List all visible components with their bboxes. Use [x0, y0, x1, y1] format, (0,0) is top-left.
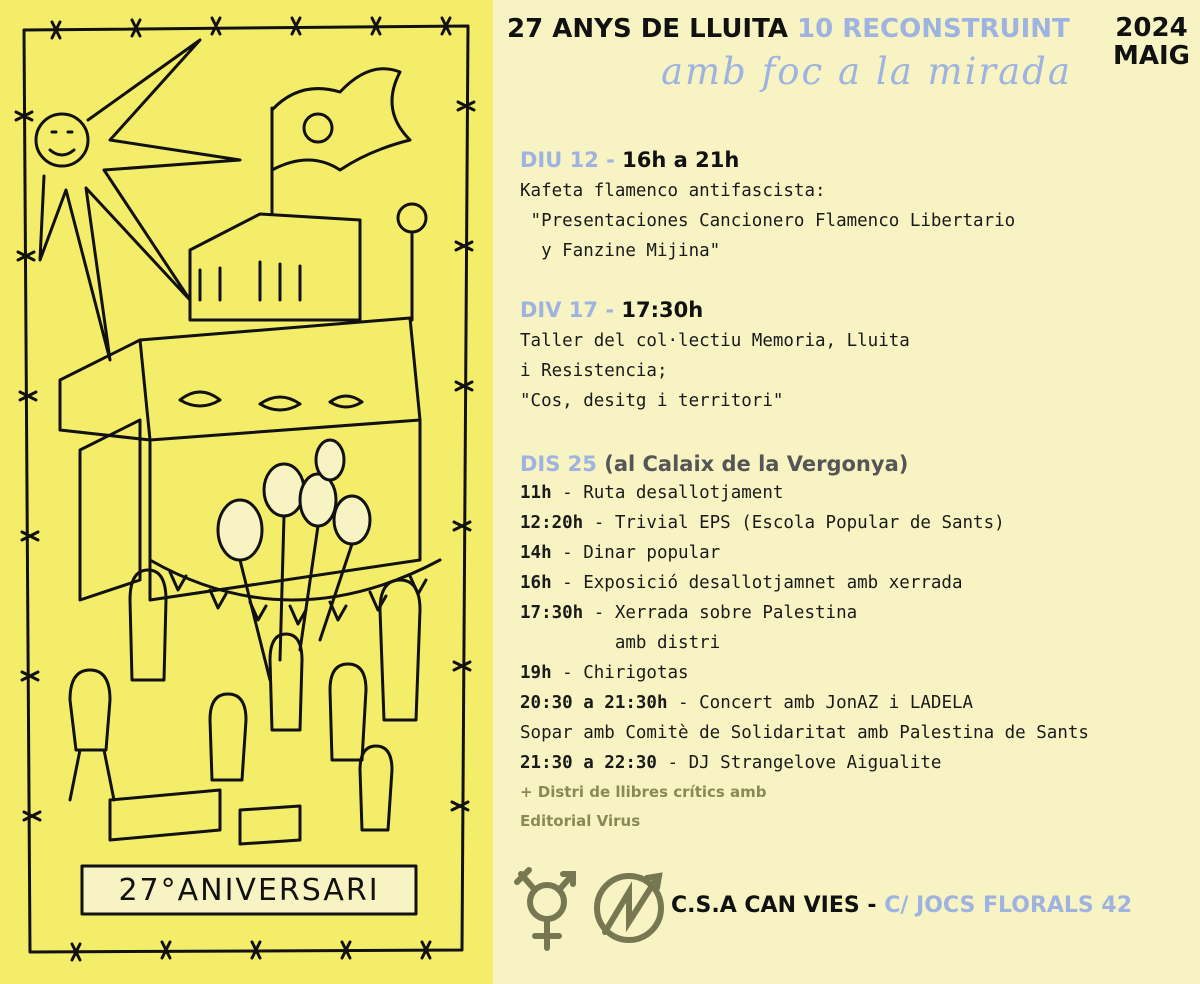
venue-address: C/ JOCS FLORALS 42 — [884, 893, 1133, 918]
illustration — [0, 0, 493, 984]
schedule-item — [520, 478, 1089, 508]
event-diu12 — [520, 148, 1015, 266]
event-place: (al Calaix de la Vergonya) — [604, 452, 909, 476]
event-dis25 — [520, 452, 1089, 836]
venue-line — [671, 893, 1132, 918]
event-info-panel — [493, 0, 1200, 984]
schedule-time: 19h — [520, 663, 552, 683]
book-distri-note: + Distri de llibres crítics amb — [520, 783, 767, 801]
schedule-item — [520, 748, 1089, 778]
event-day-label: DIU 12 - — [520, 148, 615, 172]
schedule-time: 20:30 a 21:30h — [520, 693, 668, 713]
event-time: 16h a 21h — [622, 148, 740, 172]
illustration-panel — [0, 0, 493, 984]
okupa-symbol-icon — [597, 876, 661, 940]
schedule-text: Sopar amb Comitè de Solidaritat amb Palestina de Sants — [520, 723, 1089, 743]
schedule-time: 16h — [520, 573, 552, 593]
footer-icons — [507, 856, 677, 960]
header-title — [507, 14, 1070, 44]
event-line: Taller del col·lectiu Memoria, Lluita — [520, 331, 910, 351]
anniversary-caption: 27°ANIVERSARI — [118, 872, 380, 908]
schedule-time: 14h — [520, 543, 552, 563]
schedule-text: - Concert amb JonAZ i LADELA — [667, 693, 974, 713]
schedule-item — [520, 568, 1089, 598]
schedule-item — [520, 598, 1089, 628]
event-date — [520, 298, 910, 322]
publisher-note: Editorial Virus — [520, 812, 641, 830]
schedule-item — [520, 688, 1089, 718]
event-time: 17:30h — [621, 298, 704, 322]
schedule-text: - DJ Strangelove Aigualite — [656, 753, 942, 773]
venue-name: C.S.A CAN VIES - — [671, 893, 877, 918]
header-tagline: amb foc a la mirada — [661, 50, 1072, 93]
gender-symbol-icon — [517, 870, 573, 948]
event-line: Kafeta flamenco antifascista: — [520, 181, 826, 201]
event-div17 — [520, 298, 910, 416]
event-line: y Fanzine Mijina" — [520, 241, 721, 261]
schedule-text: amb distri — [520, 633, 721, 653]
event-day-label: DIS 25 — [520, 452, 597, 476]
schedule-time: 12:20h — [520, 513, 584, 533]
header-title-part1: 27 ANYS DE LLUITA — [507, 14, 788, 44]
schedule-text: - Ruta desallotjament — [551, 483, 784, 503]
header-year: 2024 — [1115, 13, 1188, 43]
schedule-text: - Dinar popular — [551, 543, 721, 563]
schedule-item — [520, 538, 1089, 568]
event-day-label: DIV 17 - — [520, 298, 615, 322]
event-line: "Presentaciones Cancionero Flamenco Libertario — [520, 211, 1016, 231]
footer-symbols — [507, 856, 677, 956]
header-title-number: 10 — [797, 14, 834, 44]
event-line: "Cos, desitg i territori" — [520, 391, 784, 411]
schedule-time: 17:30h — [520, 603, 584, 623]
header-month: MAIG — [1112, 41, 1190, 71]
schedule-text: - Trivial EPS (Escola Popular de Sants) — [583, 513, 1005, 533]
schedule-item — [520, 718, 1089, 748]
schedule-text: - Exposició desallotjamnet amb xerrada — [551, 573, 963, 593]
event-line: i Resistencia; — [520, 361, 668, 381]
schedule-time: 11h — [520, 483, 552, 503]
schedule-item — [520, 658, 1089, 688]
schedule-item — [520, 628, 1089, 658]
header-title-part2: RECONSTRUINT — [842, 14, 1070, 44]
header-date — [1113, 14, 1190, 70]
event-date — [520, 452, 1089, 476]
event-date — [520, 148, 1015, 172]
schedule-time: 21:30 a 22:30 — [520, 753, 657, 773]
schedule-text: - Xerrada sobre Palestina — [583, 603, 858, 623]
schedule-text: - Chirigotas — [551, 663, 689, 683]
schedule-item — [520, 508, 1089, 538]
